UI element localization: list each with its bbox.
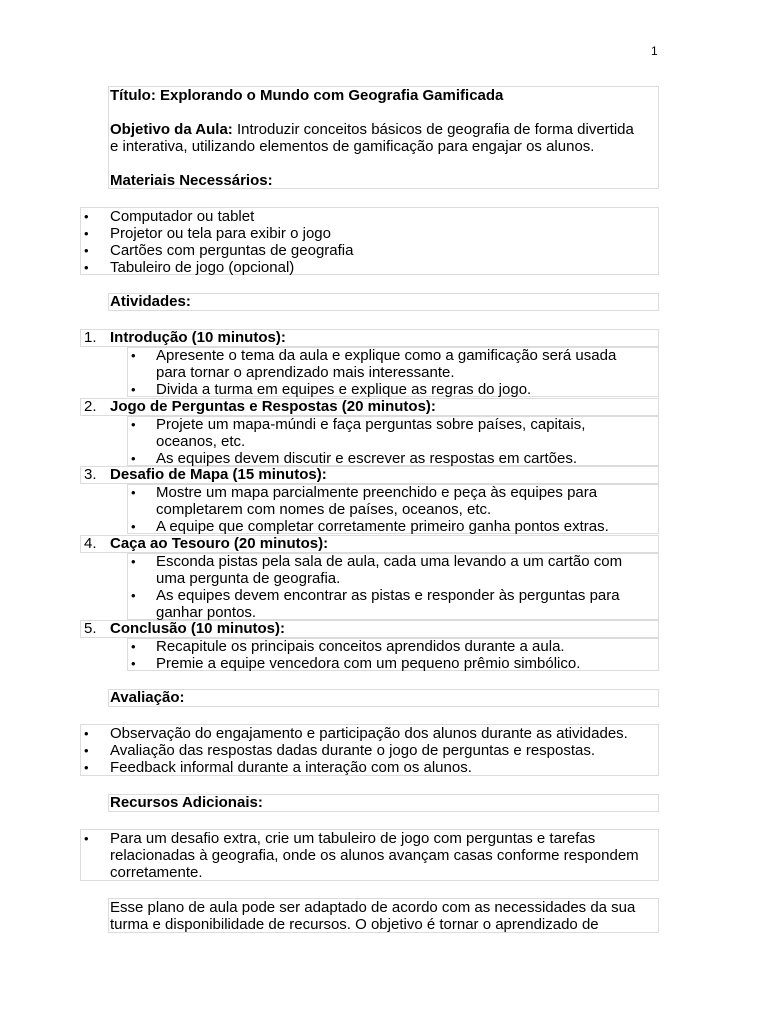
activities-heading-text: Atividades: bbox=[110, 293, 191, 310]
activity-item-line: As equipes devem encontrar as pistas e responder às perguntas para bbox=[156, 587, 620, 604]
activity-number: 5. bbox=[84, 620, 97, 637]
title-text: Explorando o Mundo com Geografia Gamificada bbox=[160, 87, 504, 104]
objective-line-2: e interativa, utilizando elementos de gamificação para engajar os alunos. bbox=[110, 138, 595, 155]
activity-title bbox=[110, 466, 658, 483]
list-item: Feedback informal durante a interação com os alunos. bbox=[110, 759, 472, 776]
activity-item-line: A equipe que completar corretamente primeiro ganha pontos extras. bbox=[156, 518, 609, 535]
bullet-icon: • bbox=[131, 554, 136, 569]
activity-number: 1. bbox=[84, 329, 97, 346]
bullet-icon: • bbox=[131, 639, 136, 654]
activity-title-text: Conclusão (10 minutos): bbox=[110, 620, 286, 637]
activity-item-line: completarem com nomes de países, oceanos, etc. bbox=[156, 501, 492, 518]
activity-item-line: Premie a equipe vencedora com um pequeno prêmio simbólico. bbox=[156, 655, 581, 672]
bullet-icon: • bbox=[84, 226, 89, 241]
activity-title-text: Introdução (10 minutos): bbox=[110, 329, 286, 346]
bullet-icon: • bbox=[131, 519, 136, 534]
bullet-icon: • bbox=[131, 485, 136, 500]
resources-heading-text: Recursos Adicionais: bbox=[110, 794, 263, 811]
list-item: corretamente. bbox=[110, 864, 203, 881]
title-line bbox=[110, 87, 658, 104]
list-item: Computador ou tablet bbox=[110, 208, 255, 225]
activity-item-line: Apresente o tema da aula e explique como a gamificação será usada bbox=[156, 347, 617, 364]
list-item: relacionadas à geografia, onde os alunos avançam casas conforme respondem bbox=[110, 847, 639, 864]
activity-number: 3. bbox=[84, 466, 97, 483]
bullet-icon: • bbox=[131, 588, 136, 603]
objective-line-1 bbox=[110, 121, 658, 138]
activity-item-line: uma pergunta de geografia. bbox=[156, 570, 341, 587]
list-item: Cartões com perguntas de geografia bbox=[110, 242, 354, 259]
activity-title bbox=[110, 535, 658, 552]
activity-item-line: Recapitule os principais conceitos aprendidos durante a aula. bbox=[156, 638, 565, 655]
activities-heading bbox=[110, 293, 658, 310]
activity-item-line: Projete um mapa-múndi e faça perguntas sobre países, capitais, bbox=[156, 416, 586, 433]
materials-heading-text: Materiais Necessários: bbox=[110, 172, 273, 189]
list-item: Para um desafio extra, crie um tabuleiro de jogo com perguntas e tarefas bbox=[110, 830, 596, 847]
bullet-icon: • bbox=[131, 348, 136, 363]
activity-title-text: Desafio de Mapa (15 minutos): bbox=[110, 466, 327, 483]
activity-item-line: Mostre um mapa parcialmente preenchido e peça às equipes para bbox=[156, 484, 598, 501]
materials-heading bbox=[110, 172, 658, 189]
bullet-icon: • bbox=[131, 417, 136, 432]
activity-title-text: Caça ao Tesouro (20 minutos): bbox=[110, 535, 329, 552]
page-number: 1 bbox=[651, 44, 658, 58]
evaluation-heading-text: Avaliação: bbox=[110, 689, 185, 706]
bullet-icon: • bbox=[84, 260, 89, 275]
activity-item-line: Esconda pistas pela sala de aula, cada uma levando a um cartão com bbox=[156, 553, 623, 570]
resources-heading bbox=[110, 794, 658, 811]
closing-line: Esse plano de aula pode ser adaptado de acordo com as necessidades da sua bbox=[110, 899, 636, 916]
bullet-icon: • bbox=[131, 451, 136, 466]
activity-item-line: Divida a turma em equipes e explique as regras do jogo. bbox=[156, 381, 532, 398]
bullet-icon: • bbox=[84, 760, 89, 775]
list-item: Tabuleiro de jogo (opcional) bbox=[110, 259, 295, 276]
bullet-icon: • bbox=[84, 831, 89, 846]
activity-item-line: ganhar pontos. bbox=[156, 604, 257, 621]
bullet-icon: • bbox=[131, 656, 136, 671]
bullet-icon: • bbox=[84, 209, 89, 224]
list-item: Observação do engajamento e participação dos alunos durante as atividades. bbox=[110, 725, 628, 742]
activity-item-line: As equipes devem discutir e escrever as respostas em cartões. bbox=[156, 450, 578, 467]
title-label: Título: bbox=[110, 87, 156, 104]
activity-title-text: Jogo de Perguntas e Respostas (20 minutos): bbox=[110, 398, 436, 415]
activity-item-line: para tornar o aprendizado mais interessante. bbox=[156, 364, 455, 381]
activity-title bbox=[110, 329, 658, 346]
activity-number: 2. bbox=[84, 398, 97, 415]
activity-number: 4. bbox=[84, 535, 97, 552]
activity-title bbox=[110, 620, 658, 637]
objective-text-1: Introduzir conceitos básicos de geografia de forma divertida bbox=[232, 121, 634, 138]
bullet-icon: • bbox=[84, 726, 89, 741]
bullet-icon: • bbox=[84, 243, 89, 258]
list-item: Projetor ou tela para exibir o jogo bbox=[110, 225, 331, 242]
closing-line: turma e disponibilidade de recursos. O objetivo é tornar o aprendizado de bbox=[110, 916, 599, 933]
objective-label: Objetivo da Aula: bbox=[110, 121, 233, 138]
list-item: Avaliação das respostas dadas durante o jogo de perguntas e respostas. bbox=[110, 742, 596, 759]
activity-item-line: oceanos, etc. bbox=[156, 433, 246, 450]
bullet-icon: • bbox=[84, 743, 89, 758]
activity-title bbox=[110, 398, 658, 415]
bullet-icon: • bbox=[131, 382, 136, 397]
evaluation-heading bbox=[110, 689, 658, 706]
